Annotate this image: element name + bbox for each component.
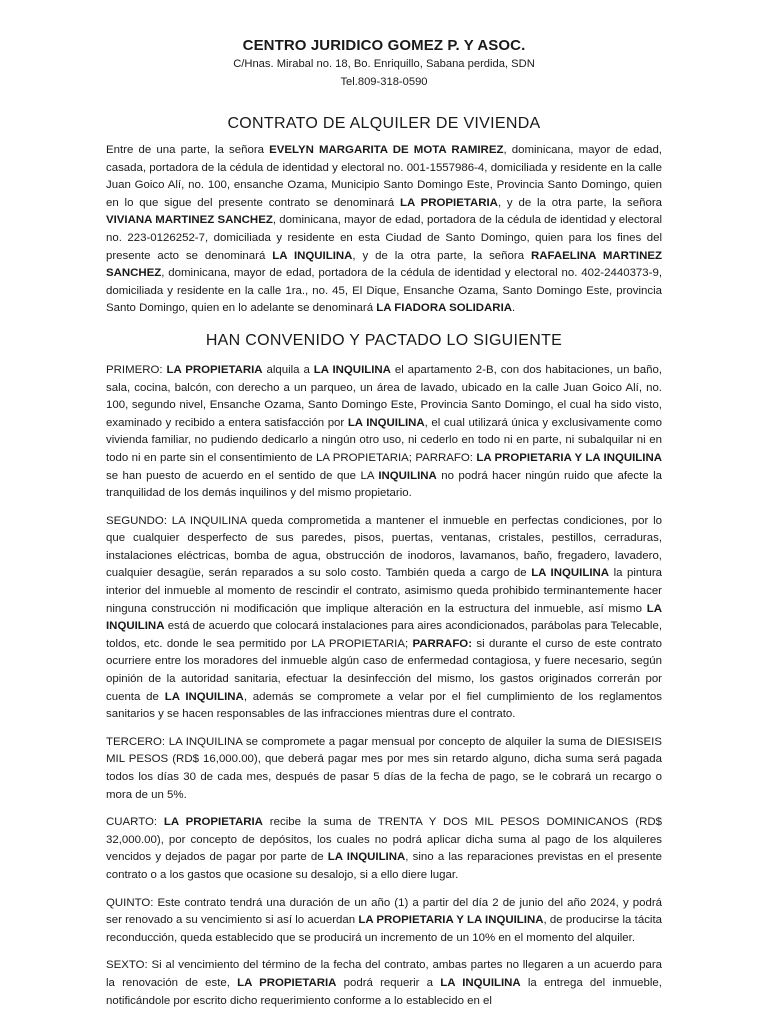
text-run: CUARTO: xyxy=(106,816,164,829)
text-run: , dominicana, mayor de edad, portadora de la cédula de identidad y electoral no. 223-0126252-7, domiciliada y residente en esta Ciudad de Santo Domingo, quien para los fines del presente acto se denominará xyxy=(106,214,662,262)
intro-paragraph xyxy=(106,142,662,318)
bold-text-run: LA PROPIETARIA Y LA INQUILINA xyxy=(476,451,662,464)
text-run: el apartamento 2-B, con dos habitaciones, un baño, sala, cocina, balcón, con derecho a un parqueo, un área de lavado, ubicado en la calle Juan Goico Alí, no. 100, segundo nivel, Ensanche Ozama, Santo Domingo Este, Provincia Santo Domingo, el cual ha sido visto, examinado y recibido a entera satisfacción por xyxy=(106,363,662,429)
clause-cuarto xyxy=(106,814,662,884)
clause-segundo xyxy=(106,513,662,724)
text-run: Entre de una parte, la señora xyxy=(106,144,270,156)
clause-quinto xyxy=(106,895,662,948)
text-run: , el cual utilizará única y exclusivamente como vivienda familiar, no pudiendo dedicarlo a ningún otro uso, ni cederlo en todo ni en parte, ni subalquilar ni en todo ni en parte sin el consentimiento de LA PROPIETARIA; PARRAFO: xyxy=(106,416,662,464)
bold-text-run: LA INQUILINA xyxy=(164,690,244,703)
bold-text-run: LA PROPIETARIA xyxy=(163,816,263,829)
text-run: PRIMERO: xyxy=(106,363,167,376)
bold-text-run: LA PROPIETARIA Y LA INQUILINA xyxy=(358,914,544,927)
text-run: , y de la otra parte, la señora xyxy=(497,196,662,209)
text-run: se han puesto de acuerdo en el sentido de que LA xyxy=(106,469,379,482)
bold-text-run: INQUILINA xyxy=(378,469,437,482)
text-run: podrá requerir a xyxy=(336,976,441,989)
bold-text-run: LA PROPIETARIA xyxy=(399,196,498,209)
text-run: , dominicana, mayor de edad, portadora de la cédula de identidad y electoral no. 402-2440373-9, domiciliada y residente en la calle 1ra., no. 45, El Dique, Ensanche Ozama, Santo Domingo Este, provincia Santo Domingo, quien en lo adelante se denominará xyxy=(106,267,662,315)
text-run: no podrá hacer ningún ruido que afecte la tranquilidad de los demás inquilinos y del mismo propietario. xyxy=(106,469,662,500)
clause-primero xyxy=(106,362,662,503)
document-body xyxy=(106,142,662,1020)
bold-text-run: LA INQUILINA xyxy=(106,602,662,633)
text-run: recibe la suma de TRENTA Y DOS MIL PESOS DOMINICANOS (RD$ 32,000.00), por concepto de depósitos, los cuales no podrá aplicar dicha suma al pago de los alquileres vencidos y dejados de pagar por parte de xyxy=(106,816,662,864)
text-run: . xyxy=(512,302,516,315)
clause-tercero xyxy=(106,734,662,804)
section-heading: HAN CONVENIDO Y PACTADO LO SIGUIENTE xyxy=(205,331,563,349)
bold-text-run: VIVIANA MARTINEZ SANCHEZ xyxy=(106,214,273,227)
letterhead xyxy=(0,0,768,133)
text-run: la pintura interior del inmueble al momento de rescindir el contrato, asimismo queda prohibido terminantemente hacer ninguna construcción ni modificación que implique alteración en la estructura del inmueble, así mismo xyxy=(106,567,662,615)
bold-text-run: LA INQUILINA xyxy=(327,851,406,864)
firm-phone: Tel.809-318-0590 xyxy=(340,76,428,88)
firm-address: C/Hnas. Mirabal no. 18, Bo. Enriquillo, Sabana perdida, SDN xyxy=(233,58,535,70)
bold-text-run: LA INQUILINA xyxy=(313,363,391,376)
clause-sexto xyxy=(106,957,662,1010)
bold-text-run: PARRAFO: xyxy=(412,637,473,650)
text-run: alquila a xyxy=(262,363,314,376)
text-run: TERCERO: LA INQUILINA se compromete a pagar mensual por concepto de alquiler la suma de DIESISEIS MIL PESOS (RD$ 16,000.00), que deberá pagar mes por mes sin retardo alguno, dicha suma será pagada todos los días 30 de cada mes, después de pasar 5 días de la fecha de pago, se le cobrará un recargo o mora de un 5%. xyxy=(106,735,662,801)
text-run: SEXTO: Si al vencimiento del término de la fecha del contrato, ambas partes no llegaren a un acuerdo para la renovación de este, xyxy=(106,959,662,989)
text-run: está de acuerdo que colocará instalaciones para aires acondicionados, parábolas para Telecable, toldos, etc. donde le sea permitido por LA PROPIETARIA; xyxy=(106,620,662,650)
document-title: CONTRATO DE ALQUILER DE VIVIENDA xyxy=(227,115,541,132)
text-run: si durante el curso de este contrato ocurriere entre los moradores del inmueble algún caso de enfermedad contagiosa, y fuere necesario, según opinión de la autoridad sanitaria, efectuar la desinfección del mismo, los gastos originados correrán por cuenta de xyxy=(106,637,662,703)
text-run: QUINTO: Este contrato tendrá una duración de un año (1) a partir del día 2 de junio del año 2024, y podrá ser renovado a su vencimiento si así lo acuerdan xyxy=(106,896,662,927)
text-run: , además se compromete a velar por el fiel cumplimiento de los reglamentos sanitarios y se hacen responsables de las infracciones mientras dure el contrato. xyxy=(106,690,663,721)
text-run: , de producirse la tácita reconducción, queda establecido que se producirá un incremento de un 10% en el momento del alquiler. xyxy=(106,914,662,944)
bold-text-run: LA INQUILINA xyxy=(272,249,353,262)
bold-text-run: LA INQUILINA xyxy=(531,567,610,580)
text-run: SEGUNDO: LA INQUILINA queda comprometida a mantener el inmueble en perfectas condiciones, por lo que cualquier desperfecto de sus paredes, pisos, puertas, ventanas, cristales, pestillos, cerraduras, instalaciones eléctricas, bomba de agua, obstrucción de inodoros, lavamanos, baño, fregadero, lavadero, cualquier desagüe, serán reparados a su solo costo. También queda a cargo de xyxy=(106,514,662,580)
text-run: , sino a las reparaciones previstas en el presente contrato o a los gastos que ocasione su desalojo, si a ello diere lugar. xyxy=(106,851,662,881)
bold-text-run: RAFAELINA MARTINEZ SANCHEZ xyxy=(106,249,662,280)
text-run: , y de la otra parte, la señora xyxy=(352,249,531,262)
bold-text-run: LA PROPIETARIA xyxy=(166,363,263,376)
bold-text-run: EVELYN MARGARITA DE MOTA RAMIREZ xyxy=(269,144,504,156)
text-run: la entrega del inmueble, notificándole por escrito dicho requerimiento conforme a lo establecido en el xyxy=(106,976,662,1007)
firm-name: CENTRO JURIDICO GOMEZ P. Y ASOC. xyxy=(242,37,526,54)
bold-text-run: LA INQUILINA xyxy=(347,416,425,429)
bold-text-run: LA PROPIETARIA xyxy=(237,976,337,989)
bold-text-run: LA FIADORA SOLIDARIA xyxy=(376,302,513,315)
bold-text-run: LA INQUILINA xyxy=(440,976,521,989)
text-run: , dominicana, mayor de edad, casada, portadora de la cédula de identidad y electoral no. 001-1557986-4, domiciliada y residente en la calle Juan Goico Alí, no. 100, ensanche Ozama, Municipio Santo Domingo Este, Provincia Santo Domingo, quien en lo que sigue del presente contrato se denominará xyxy=(106,144,662,209)
